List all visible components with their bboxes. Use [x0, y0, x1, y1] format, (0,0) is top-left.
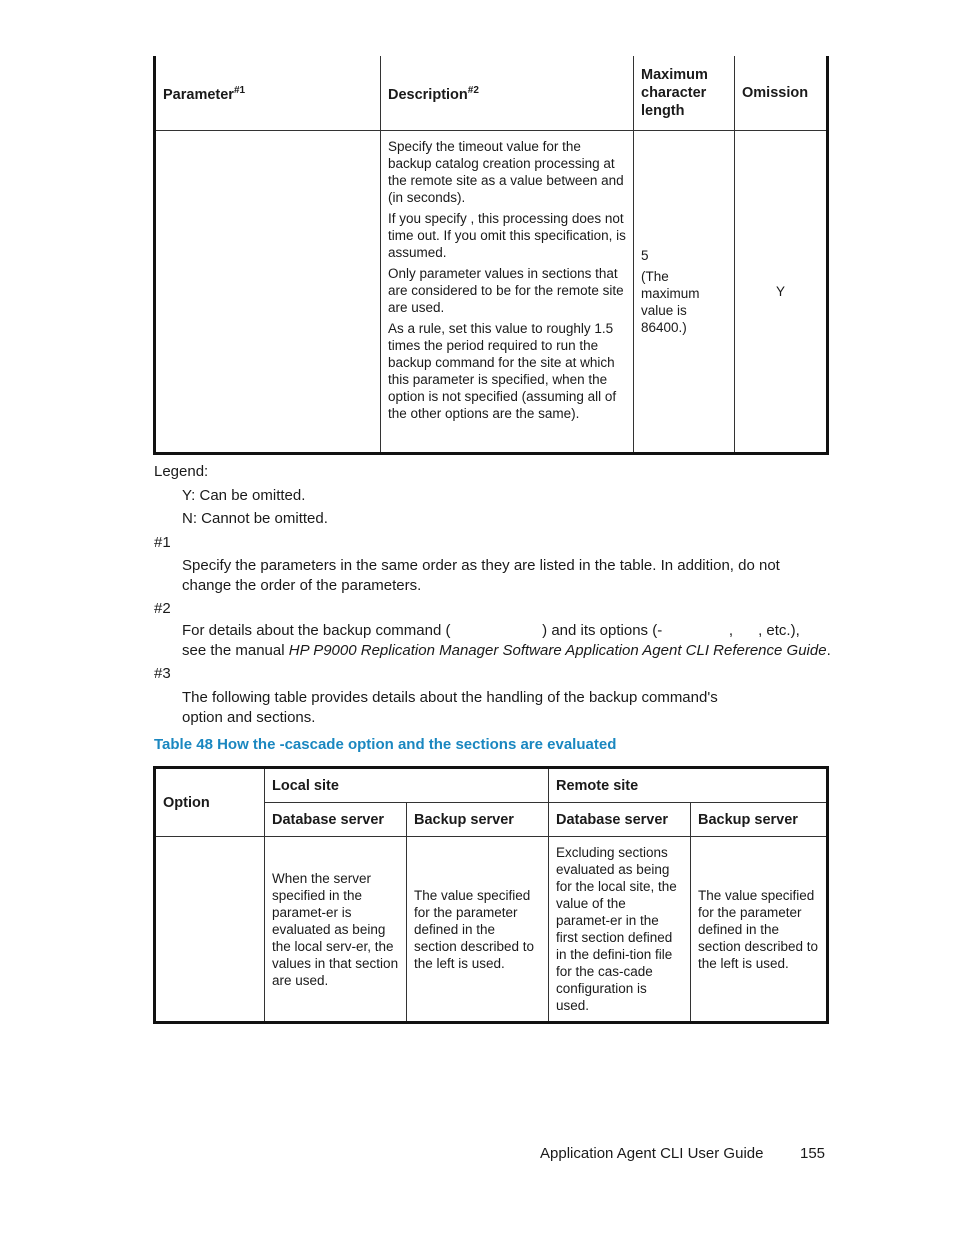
parameter-table [153, 56, 829, 455]
header-local-backup-server: Backup server [407, 803, 549, 837]
header-description: Description$^{\#2}$ [381, 56, 634, 130]
header-remote-backup-server: Backup server [691, 803, 828, 837]
cell-local-backup: The value specified for the parameter defined in the section described to the left is used. [407, 837, 549, 1023]
cell-local-database: When the server specified in the paramet-er is evaluated as being the local serv-er, the values in that section are used. [265, 837, 407, 1023]
header-max-char-length: Maximum character length [634, 56, 735, 130]
header-remote-site: Remote site [549, 768, 828, 803]
page-number: 155 [800, 1145, 826, 1162]
note-2-text-b: see the manual HP P9000 Replication Manager Software Application Agent CLI Reference Guide. [182, 642, 831, 659]
header-omission: Omission [735, 56, 828, 130]
note-2-text-a: For details about the backup command ( ) and its options (- , , etc.), [182, 622, 800, 639]
note-3-text: The following table provides details about the handling of the backup command's option and sections. [182, 689, 718, 726]
note-3-mark: #3 [154, 665, 171, 682]
desc-paragraph-3: Only parameter values in sections that are considered to be for the remote site are used. [388, 265, 624, 315]
legend-y: Y: Can be omitted. [182, 487, 306, 504]
note-1-text: Specify the parameters in the same order as they are listed in the table. In addition, do not change the order of the parameters. [182, 557, 780, 594]
cell-max-char-length [634, 130, 735, 454]
cell-description [381, 130, 634, 454]
note-1-mark: #1 [154, 534, 171, 551]
header-parameter: Parameter$^{\#1}$ [155, 56, 381, 130]
desc-paragraph-2: If you specify , this processing does not time out. If you omit this specification, is assumed. [388, 210, 626, 260]
max-len-note: (The maximum value is 86400.) [641, 268, 700, 335]
desc-paragraph-1: Specify the timeout value for the backup catalog creation processing at the remote site as a value between and (in seconds). [388, 138, 624, 205]
header-local-site: Local site [265, 768, 549, 803]
header-option: Option [155, 768, 265, 837]
table-caption: Table 48 How the -cascade option and the sections are evaluated [154, 736, 617, 753]
cell-parameter [155, 130, 381, 454]
legend-n: N: Cannot be omitted. [182, 510, 328, 527]
cell-option [155, 837, 265, 1023]
cell-omission: Y [735, 130, 828, 454]
legend-title: Legend: [154, 463, 209, 480]
header-local-database-server: Database server [265, 803, 407, 837]
note-2-mark: #2 [154, 600, 171, 617]
reference-guide-title: HP P9000 Replication Manager Software Application Agent CLI Reference Guide [288, 642, 827, 659]
max-len-value: 5 [641, 247, 649, 263]
cascade-table [153, 766, 829, 1024]
cell-remote-backup: The value specified for the parameter defined in the section described to the left is used. [691, 837, 828, 1023]
footer-title: Application Agent CLI User Guide [540, 1145, 764, 1162]
header-remote-database-server: Database server [549, 803, 691, 837]
desc-paragraph-4: As a rule, set this value to roughly 1.5 times the period required to run the backup command for the site at which this parameter is specified, when the option is not specified (assuming all of the other options are the same). [388, 320, 617, 421]
cell-remote-database: Excluding sections evaluated as being for the local site, the value of the paramet-er in the first section defined in the defini-tion file for the cas-cade configuration is used. [549, 837, 691, 1023]
